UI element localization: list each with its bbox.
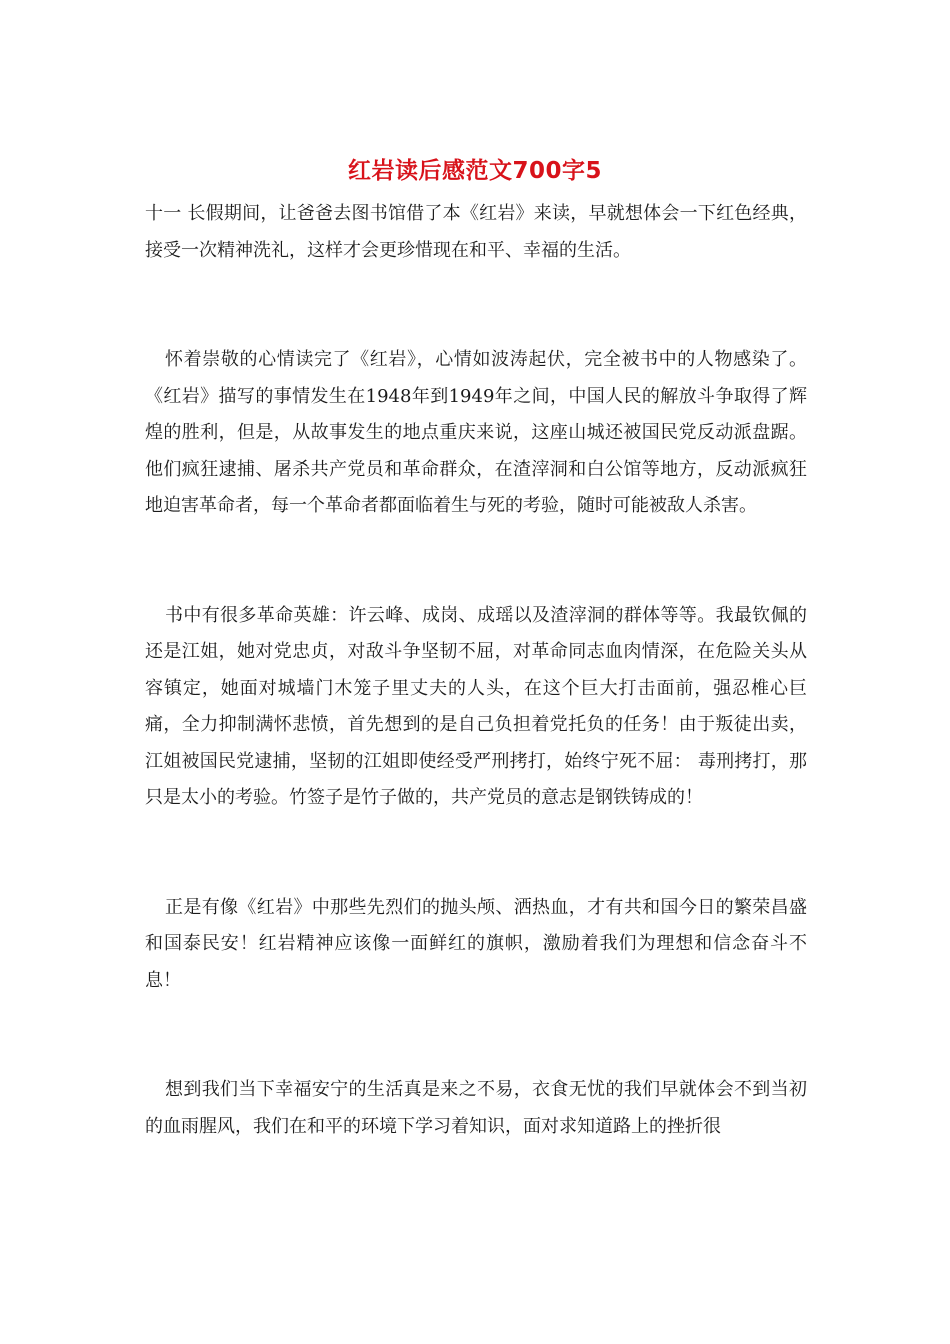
paragraph-3: 书中有很多革命英雄：许云峰、成岗、成瑶以及渣滓洞的群体等等。我最钦佩的还是江姐，她对党忠贞，对敌斗争坚韧不屈，对革命同志血肉情深，在危险关头从容镇定，她面对城墙门木笼子里丈夫的人头，在这个巨大打击面前，强忍椎心巨痛，全力抑制满怀悲愤，首先想到的是自己负担着党托负的任务！由于叛徒出卖，江姐被国民党逮捕，坚韧的江姐即使经受严刑拷打，始终宁死不屈： 毒刑拷打，那只是太小的考验。竹签子是竹子做的，共产党员的意志是钢铁铸成的！ [145, 604, 807, 808]
paragraph-1: 十一 长假期间，让爸爸去图书馆借了本《红岩》来读，早就想体会一下红色经典，接受一次精神洗礼，这样才会更珍惜现在和平、幸福的生活。 [145, 203, 807, 261]
document-body [145, 196, 807, 1218]
paragraph-2: 怀着崇敬的心情读完了《红岩》，心情如波涛起伏，完全被书中的人物感染了。《红岩》描写的事情发生在1948年到1949年之间，中国人民的解放斗争取得了辉煌的胜利，但是，从故事发生的地点重庆来说，这座山城还被国民党反动派盘踞。他们疯狂逮捕、屠杀共产党员和革命群众，在渣滓洞和白公馆等地方，反动派疯狂地迫害革命者，每一个革命者都面临着生与死的考验，随时可能被敌人杀害。 [145, 349, 807, 516]
paragraph-5: 想到我们当下幸福安宁的生活真是来之不易，衣食无忧的我们早就体会不到当初的血雨腥风，我们在和平的环境下学习着知识，面对求知道路上的挫折很 [145, 1079, 807, 1137]
page-title: 红岩读后感范文700字5 [347, 158, 602, 184]
paragraph-4: 正是有像《红岩》中那些先烈们的抛头颅、洒热血，才有共和国今日的繁荣昌盛和国泰民安！红岩精神应该像一面鲜红的旗帜，激励着我们为理想和信念奋斗不息！ [145, 896, 807, 991]
